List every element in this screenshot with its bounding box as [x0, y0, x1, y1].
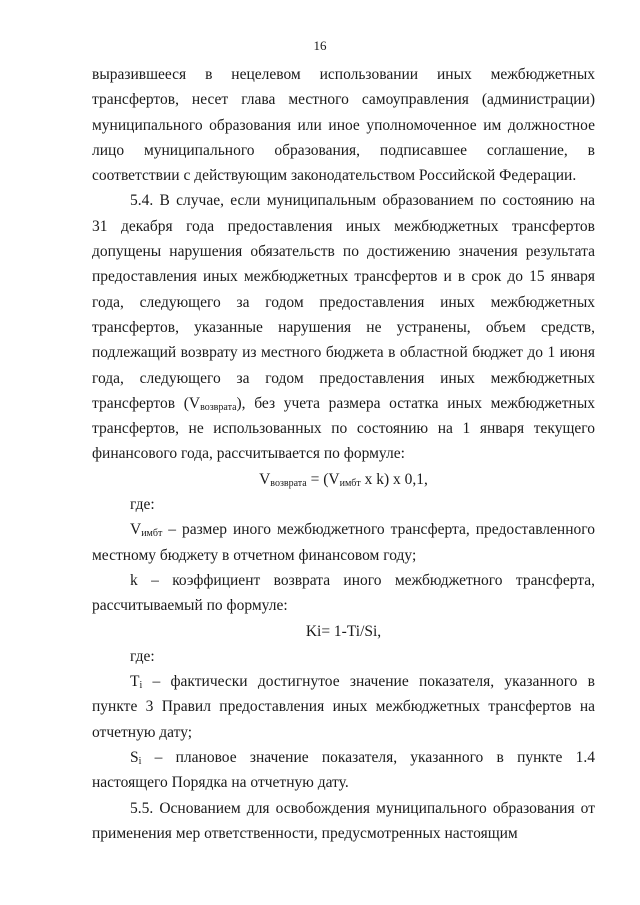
definition-k: k – коэффициент возврата иного межбюджетного трансферта, рассчитываемый по формуле:	[92, 571, 595, 615]
where-label-1: где:	[130, 496, 155, 514]
formula-v-subscript: возврата	[270, 477, 307, 489]
paragraph-5-5: 5.5. Основанием для освобождения муниципального образования от применения мер ответственности, предусмотренных настоящим	[92, 799, 595, 842]
definition-si	[92, 745, 595, 796]
paragraph-5-4	[92, 188, 595, 466]
page-number: 16	[313, 38, 327, 53]
def-s-text: – плановое значение показателя, указанного в пункте 1.4 настоящего Порядка на отчетную дату.	[92, 749, 595, 792]
where-label-2: где:	[130, 647, 155, 665]
formula-v: V	[259, 470, 271, 488]
paragraph-5-4-text-start: 5.4. В случае, если муниципальным образованием по состоянию на 31 декабря года предоставления иных межбюджетных трансфертов допущены нарушения обязательств по достижению значения результата предоставления иных межбюджетных трансфертов и в срок до 15 января года, следующего за годом предоставления иных межбюджетных трансфертов, указанные нарушения не устранены, объем средств, подлежащий возврату из местного бюджета в областной бюджет до 1 июня года, следующего за годом предоставления иных межбюджетных трансфертов (	[92, 192, 595, 412]
def-v-text: – размер иного межбюджетного трансферта, предоставленного местному бюджету в отчетном финансовом году;	[92, 521, 595, 564]
definition-ti	[92, 669, 595, 745]
formula-ki: Ki= 1-Ti/Si,	[305, 622, 382, 640]
symbol-v-return: V	[188, 394, 201, 412]
formula-equals: = (V	[306, 470, 340, 488]
def-v-subscript: имбт	[141, 528, 163, 540]
paragraph-liability: выразившееся в нецелевом использовании иных межбюджетных трансфертов, несет глава местного самоуправления (администрации) муниципального образования или иное уполномоченное им должностное лицо муниципального образования, подписавшее соглашение, в соответствии с действующим законодательством Российской Федерации.	[92, 66, 595, 185]
def-v-symbol: V	[130, 521, 142, 539]
def-t-subscript: i	[139, 680, 143, 692]
document-body	[92, 62, 595, 846]
def-t-symbol: T	[130, 673, 140, 691]
definition-v-imbt	[92, 517, 595, 568]
def-s-subscript: i	[138, 756, 142, 768]
symbol-v-return-subscript: возврата	[200, 401, 237, 413]
paragraph-5-4-text-end: ), без учета размера остатка иных межбюджетных трансфертов, не использованных по состоянию на 1 января текущего финансового года, рассчитывается по формуле:	[92, 394, 595, 463]
formula-return-volume	[92, 467, 595, 492]
formula-imbt-subscript: имбт	[339, 477, 361, 489]
def-t-text: – фактически достигнутое значение показателя, указанного в пункте 3 Правил предоставления иных межбюджетных трансфертов на отчетную дату;	[92, 673, 595, 741]
def-s-symbol: S	[130, 749, 139, 767]
formula-tail: x k) x 0,1,	[360, 470, 428, 488]
